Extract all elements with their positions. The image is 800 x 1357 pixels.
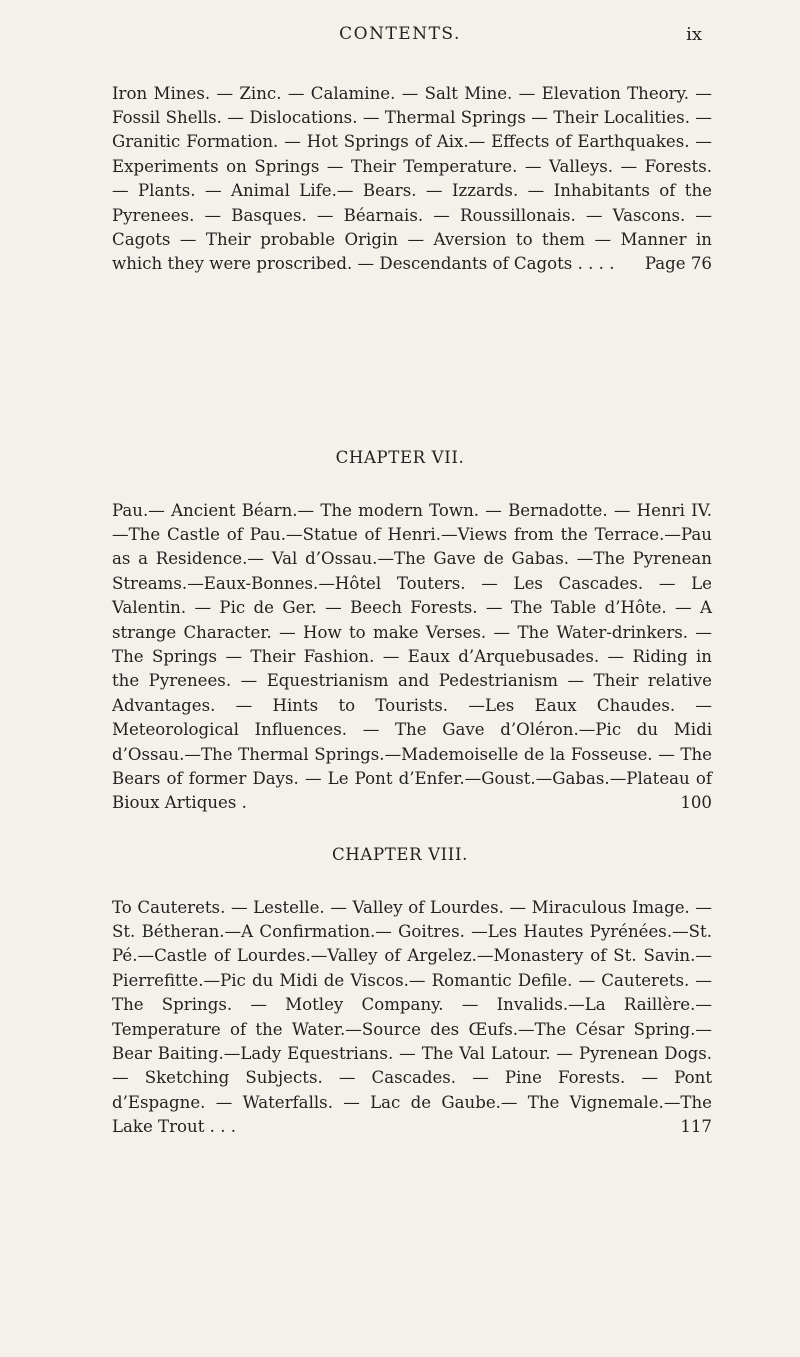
contents-entry: [112, 896, 712, 1140]
entry-text: Iron Mines. — Zinc. — Calamine. — Salt Mine. — Elevation Theory. — Fossil Shells. — Dislocations. — Thermal Springs — Their Localities. — Granitic Formation. — Hot Springs of Aix.— Effects of Earthquakes. — Experiments on Springs — Their Temperature. — Valleys. — Forests. — Plants. — Animal Life.— Bears. — Izzards. — Inhabitants of the Pyrenees. — Basques. — Béarnais. — Roussillonais. — Vascons. — Cagots — Their probable Origin — Aversion to them — Manner in which they were proscribed. — Descendants of Cagots . . . .: [112, 83, 712, 274]
chapter-heading: CHAPTER VIII.: [332, 845, 468, 864]
running-title: CONTENTS.: [339, 24, 461, 44]
page-reference: 100: [680, 793, 712, 813]
entry-text: To Cauterets. — Lestelle. — Valley of Lourdes. — Miraculous Image. —St. Bétheran.—A Confirmation.— Goitres. —Les Hautes Pyrénées.—St. Pé.—Castle of Lourdes.—Valley of Argelez.—Monastery of St. Savin.—Pierrefitte.—Pic du Midi de Viscos.— Romantic Defile. — Cauterets. — The Springs. — Motley Company. — Invalids.—La Raillère.—Temperature of the Water.—Source des Œufs.—The César Spring.—Bear Baiting.—Lady Equestrians. — The Val Latour. — Pyrenean Dogs. — Sketching Subjects. — Cascades. — Pine Forests. — Pont d’Espagne. — Waterfalls. — Lac de Gaube.— The Vignemale.—The Lake Trout . . .: [112, 897, 712, 1137]
contents-entry: [112, 82, 712, 277]
page-number: ix: [686, 24, 702, 45]
page-reference: Page 76: [644, 254, 712, 274]
page-header: [0, 24, 800, 54]
entry-text: Pau.— Ancient Béarn.— The modern Town. — Bernadotte. — Henri IV.—The Castle of Pau.—Statue of Henri.—Views from the Terrace.—Pau as a Residence.— Val d’Ossau.—The Gave de Gabas. —The Pyrenean Streams.—Eaux-Bonnes.—Hôtel Touters. — Les Cascades. — Le Valentin. — Pic de Ger. — Beech Forests. — The Table d’Hôte. — A strange Character. — How to make Verses. — The Water-drinkers. — The Springs — Their Fashion. — Eaux d’Arquebusades. — Riding in the Pyrenees. — Equestrianism and Pedestrianism — Their relative Advantages. — Hints to Tourists. —Les Eaux Chaudes. — Meteorological Influences. — The Gave d’Oléron.—Pic du Midi d’Ossau.—The Thermal Springs.—Mademoiselle de la Fosseuse. — The Bears of former Days. — Le Pont d’Enfer.—Goust.—Gabas.—Plateau of Bioux Artiques .: [112, 500, 712, 813]
page-reference: 117: [680, 1117, 712, 1137]
contents-entry: [112, 499, 712, 816]
chapter-heading: CHAPTER VII.: [335, 448, 465, 467]
